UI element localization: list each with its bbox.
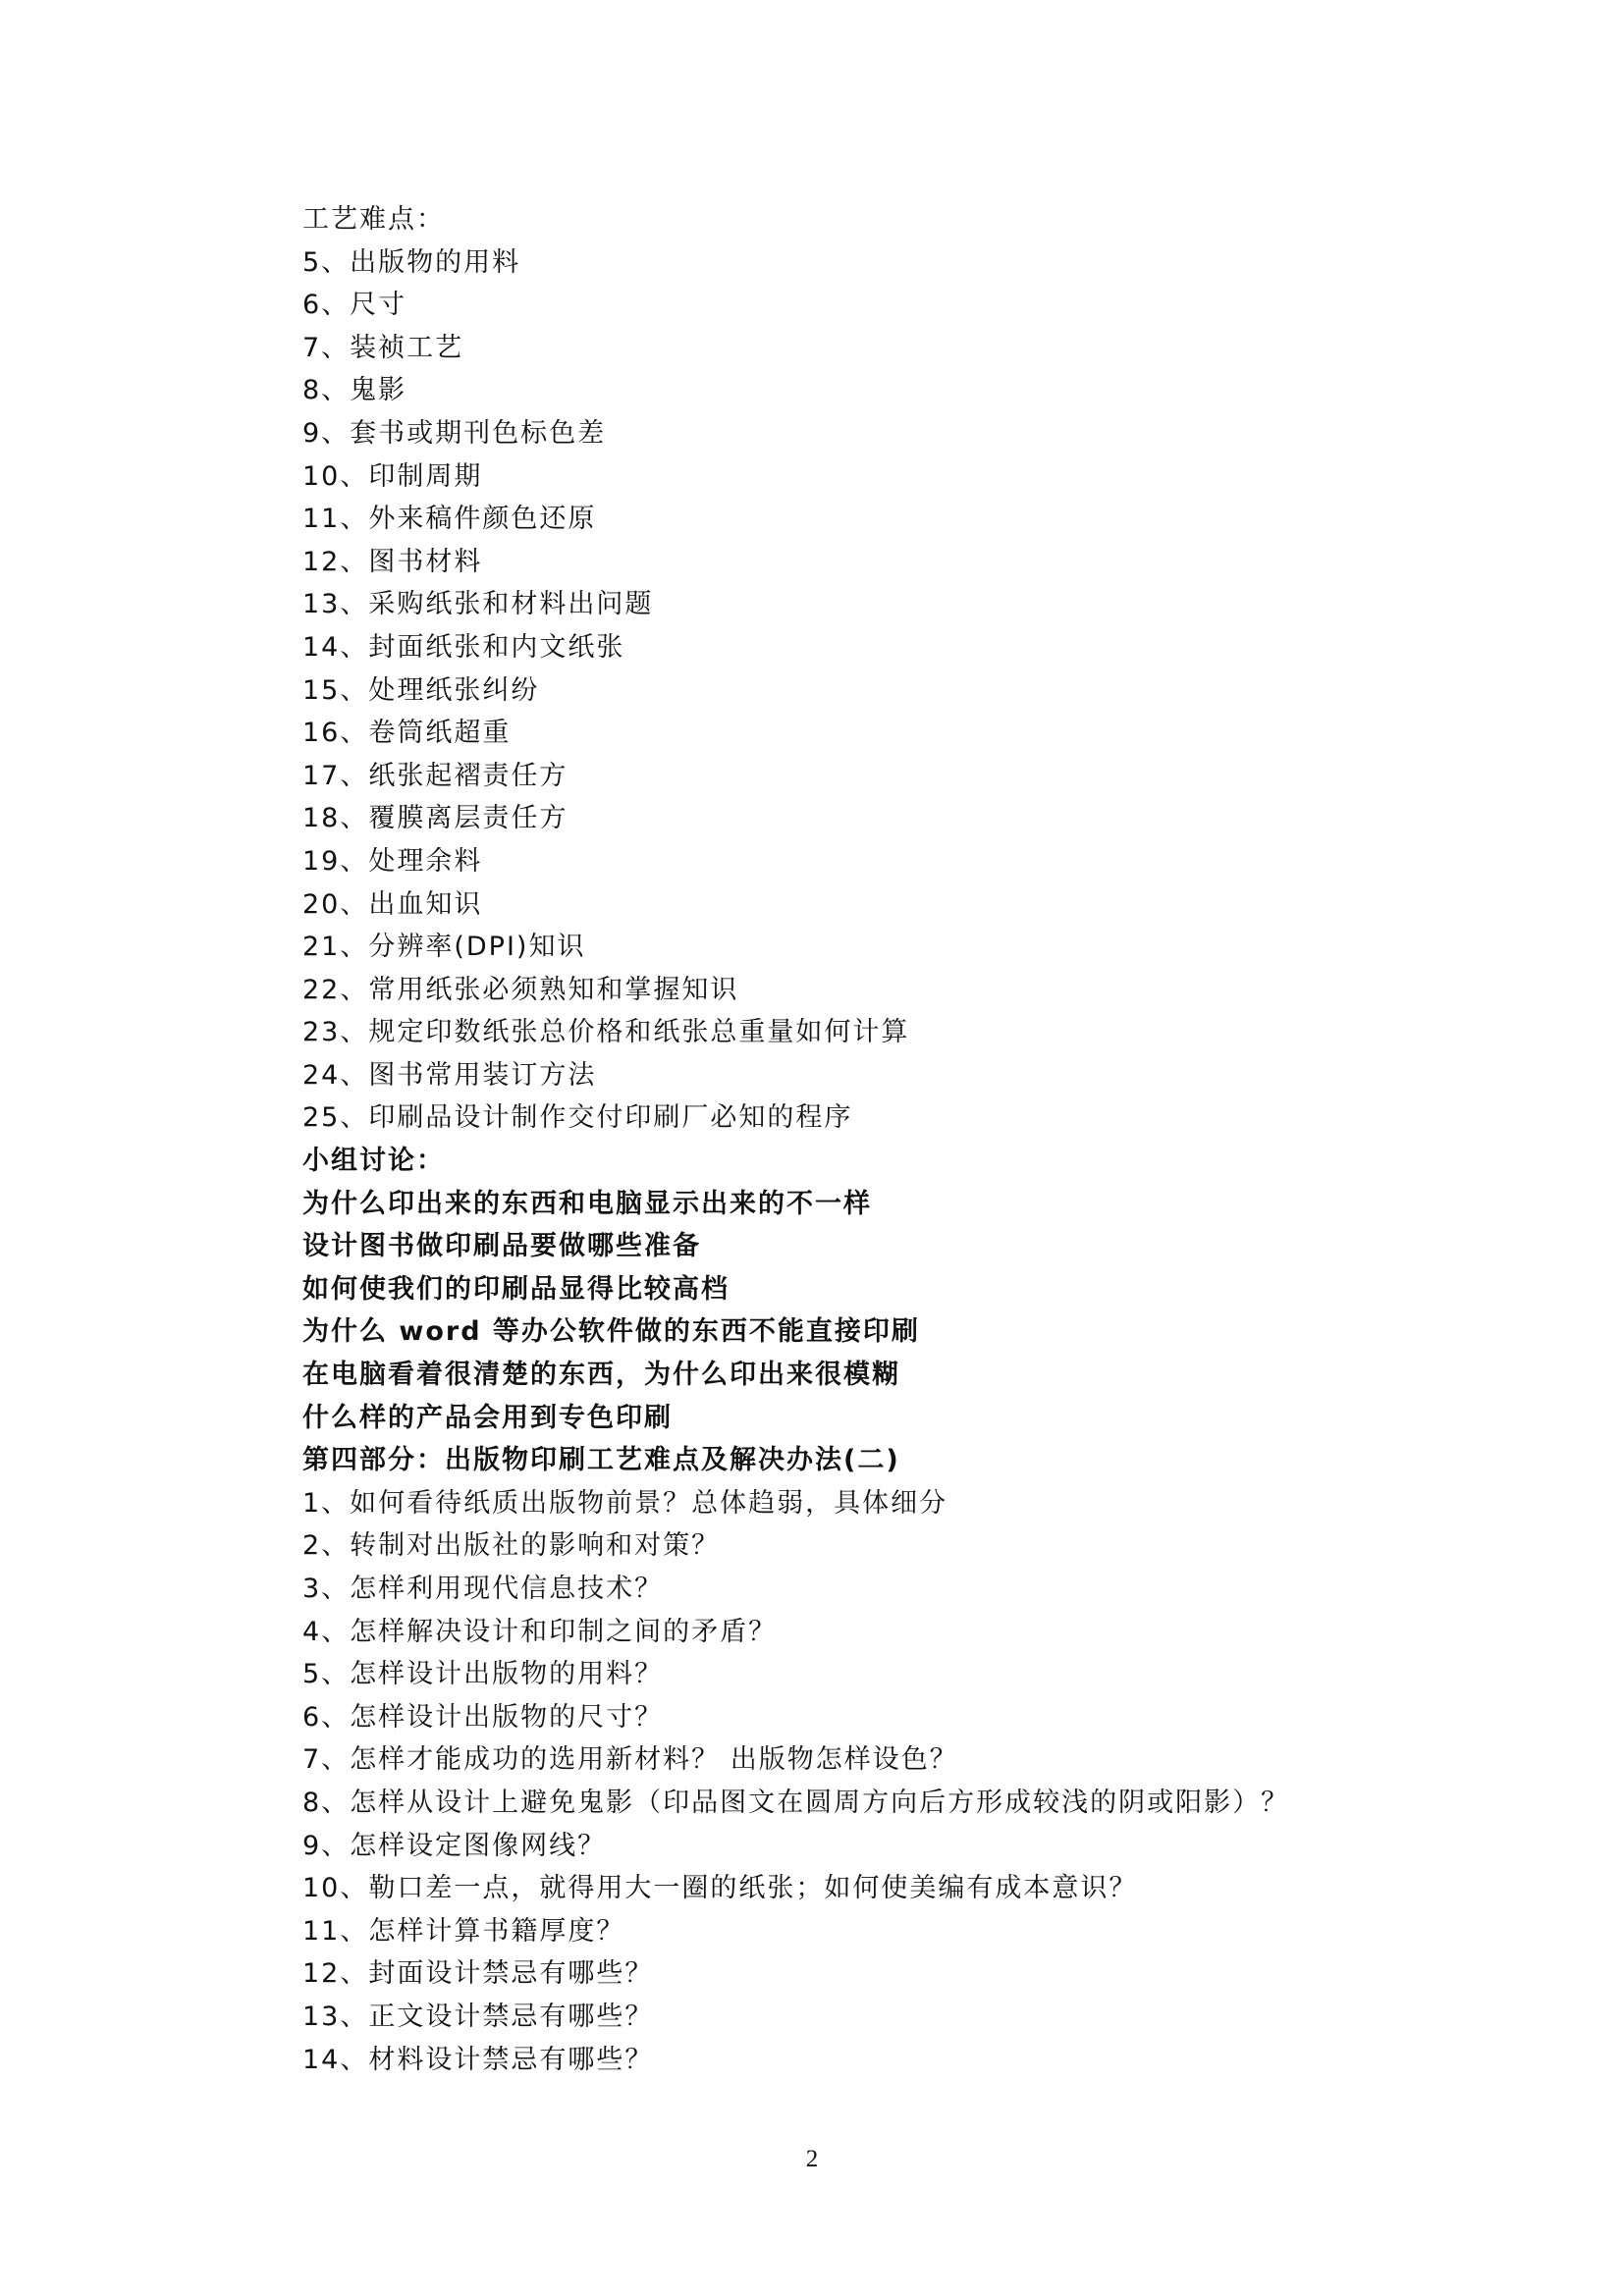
list-item: 8、怎样从设计上避免鬼影（印品图文在圆周方向后方形成较浅的阴或阳影）？	[302, 1787, 1290, 1818]
list-item: 14、材料设计禁忌有哪些？	[302, 2044, 654, 2075]
list-item: 10、勒口差一点，就得用大一圈的纸张；如何使美编有成本意识？	[302, 1873, 1138, 1904]
page-number: 2	[805, 2146, 819, 2172]
list-item: 9、套书或期刊色标色差	[302, 417, 607, 449]
list-item: 5、出版物的用料	[302, 246, 521, 278]
list-item: 23、规定印数纸张总价格和纸张总重量如何计算	[302, 1017, 910, 1048]
list-item: 25、印刷品设计制作交付印刷厂必知的程序	[302, 1102, 853, 1134]
list-item: 3、怎样利用现代信息技术？	[302, 1574, 664, 1604]
list-item: 6、尺寸	[302, 290, 407, 321]
list-item: 13、正文设计禁忌有哪些？	[302, 2001, 654, 2032]
section-heading-process-difficulties: 工艺难点：	[302, 204, 445, 235]
list-item: 2、转制对出版社的影响和对策？	[302, 1530, 721, 1562]
list-item: 9、怎样设定图像网线？	[302, 1830, 607, 1861]
discussion-question: 什么样的产品会用到专色印刷	[302, 1402, 673, 1433]
list-item: 22、常用纸张必须熟知和掌握知识	[302, 974, 739, 1005]
list-item: 11、外来稿件颜色还原	[302, 504, 597, 535]
list-item: 17、纸张起褶责任方	[302, 760, 568, 791]
list-item: 4、怎样解决设计和印制之间的矛盾？	[302, 1616, 778, 1647]
list-item: 11、怎样计算书籍厚度？	[302, 1915, 625, 1947]
list-item: 8、鬼影	[302, 375, 407, 406]
list-item: 6、怎样设计出版物的尺寸？	[302, 1701, 664, 1733]
list-item: 21、分辨率(DPI)知识	[302, 932, 586, 963]
discussion-question: 在电脑看着很清楚的东西，为什么印出来很模糊	[302, 1360, 900, 1391]
discussion-question: 如何使我们的印刷品显得比较高档	[302, 1273, 730, 1305]
discussion-question: 为什么 word 等办公软件做的东西不能直接印刷	[302, 1316, 920, 1348]
list-item: 1、如何看待纸质出版物前景？总体趋弱，具体细分	[302, 1487, 948, 1519]
list-item: 5、怎样设计出版物的用料？	[302, 1659, 664, 1690]
discussion-question: 为什么印出来的东西和电脑显示出来的不一样	[302, 1188, 872, 1219]
list-item: 10、印制周期	[302, 460, 483, 492]
section-heading-part-four: 第四部分：出版物印刷工艺难点及解决办法(二)	[302, 1445, 900, 1476]
list-item: 7、怎样才能成功的选用新材料？ 出版物怎样设色？	[302, 1744, 958, 1776]
list-item: 16、卷筒纸超重	[302, 718, 512, 749]
list-item: 24、图书常用装订方法	[302, 1059, 597, 1091]
discussion-question: 设计图书做印刷品要做哪些准备	[302, 1231, 701, 1262]
list-item: 15、处理纸张纠纷	[302, 674, 540, 706]
list-item: 19、处理余料	[302, 845, 483, 877]
list-item: 7、装祯工艺	[302, 332, 464, 363]
list-item: 12、图书材料	[302, 546, 483, 577]
list-item: 18、覆膜离层责任方	[302, 803, 568, 834]
list-item: 12、封面设计禁忌有哪些？	[302, 1958, 654, 1990]
document-body	[302, 198, 1461, 2081]
section-heading-group-discussion: 小组讨论：	[302, 1146, 445, 1177]
list-item: 13、采购纸张和材料出问题	[302, 589, 654, 620]
list-item: 14、封面纸张和内文纸张	[302, 631, 625, 663]
list-item: 20、出血知识	[302, 888, 483, 920]
